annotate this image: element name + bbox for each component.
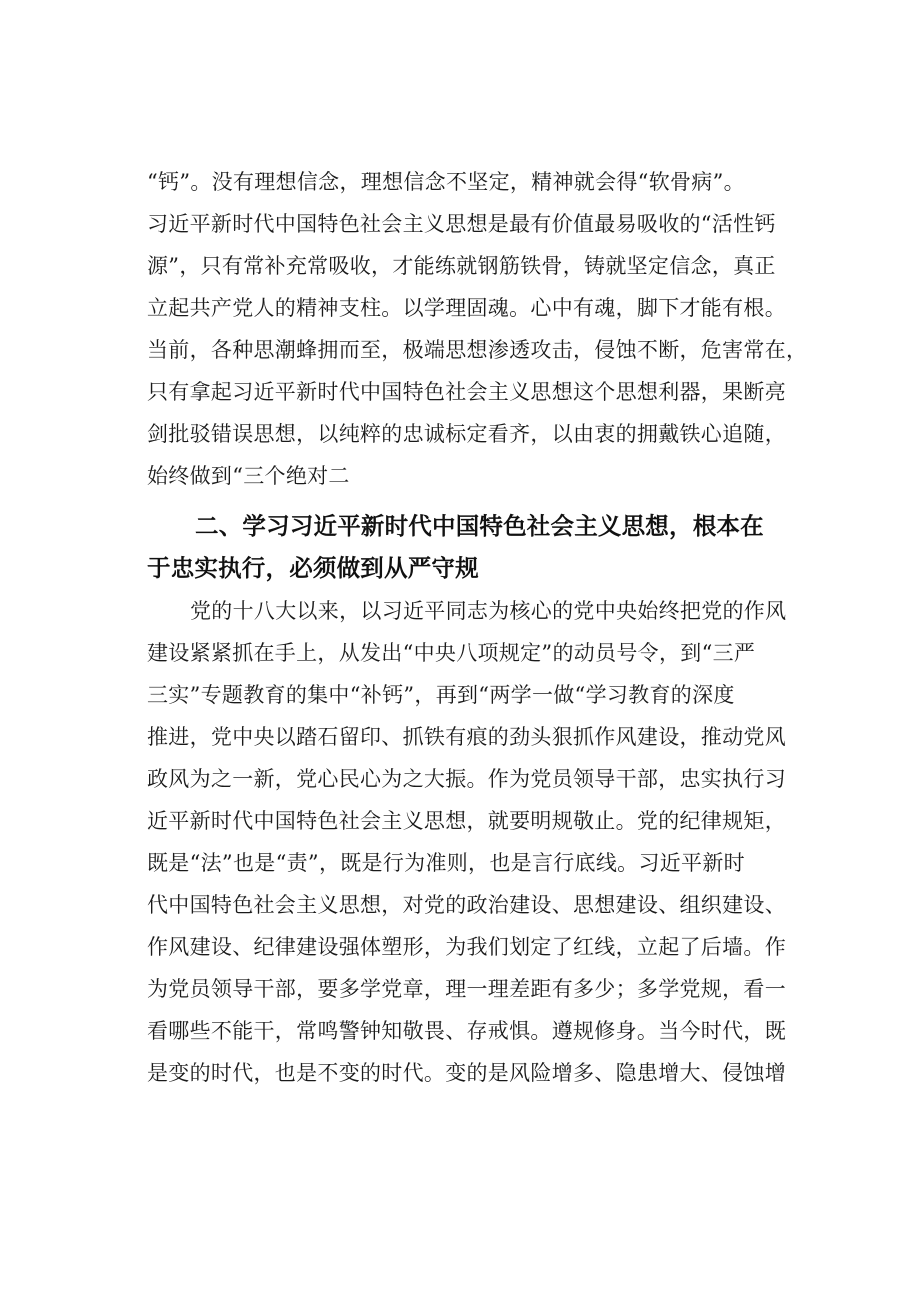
paragraph-line: 始终做到“三个绝对二 xyxy=(147,464,350,488)
paragraph-line: 近平新时代中国特色社会主义思想，就要明规敬止。党的纪律规矩， xyxy=(147,809,786,833)
paragraph-line: 代中国特色社会主义思想，对党的政治建设、思想建设、组织建设、 xyxy=(147,893,786,917)
paragraph-line: 源”，只有常补充常吸收，才能练就钢筋铁骨，铸就坚定信念，真正 xyxy=(147,254,776,278)
paragraph-line: 立起共产党人的精神支柱。以学理固魂。心中有魂，脚下才能有根。 xyxy=(147,296,786,320)
paragraph-line: 是变的时代，也是不变的时代。变的是风险增多、隐患增大、侵蚀增 xyxy=(147,1061,786,1085)
paragraph-line: 当前，各种思潮蜂拥而至，极端思想渗透攻击，侵蚀不断，危害常在， xyxy=(147,338,808,362)
paragraph-line: 政风为之一新，党心民心为之大振。作为党员领导干部，忠实执行习 xyxy=(147,767,786,791)
paragraph-line: 作风建设、纪律建设强体塑形，为我们划定了红线，立起了后墙。作 xyxy=(147,935,786,959)
paragraph-line: 党的十八大以来，以习近平同志为核心的党中央始终把党的作风 xyxy=(190,599,787,623)
paragraph-line: 建设紧紧抓在手上，从发出“中央八项规定”的动员号令，到“三严 xyxy=(147,641,756,665)
paragraph-line: 剑批驳错误思想，以纯粹的忠诚标定看齐，以由衷的拥戴铁心追随， xyxy=(147,422,786,446)
section-heading: 于忠实执行，必须做到从严守规 xyxy=(147,554,479,582)
paragraph-line: “钙”。没有理想信念，理想信念不坚定，精神就会得“软骨病”。 xyxy=(147,170,745,194)
paragraph-line: 推进，党中央以踏石留印、抓铁有痕的劲头狠抓作风建设，推动党风 xyxy=(147,725,786,749)
paragraph-line: 看哪些不能干，常鸣警钟知敬畏、存戒惧。遵规修身。当今时代，既 xyxy=(147,1019,786,1043)
paragraph-line: 习近平新时代中国特色社会主义思想是最有价值最易吸收的“活性钙 xyxy=(147,212,776,236)
paragraph-line: 既是“法”也是“责”，既是行为准则，也是言行底线。习近平新时 xyxy=(147,851,745,875)
paragraph-line: 只有拿起习近平新时代中国特色社会主义思想这个思想利器，果断亮 xyxy=(147,380,786,404)
section-heading: 二、学习习近平新时代中国特色社会主义思想，根本在 xyxy=(195,512,764,540)
paragraph-line: 为党员领导干部，要多学党章，理一理差距有多少；多学党规，看一 xyxy=(147,977,786,1001)
paragraph-line: 三实”专题教育的集中“补钙”，再到“两学一做“学习教育的深度 xyxy=(147,683,735,707)
